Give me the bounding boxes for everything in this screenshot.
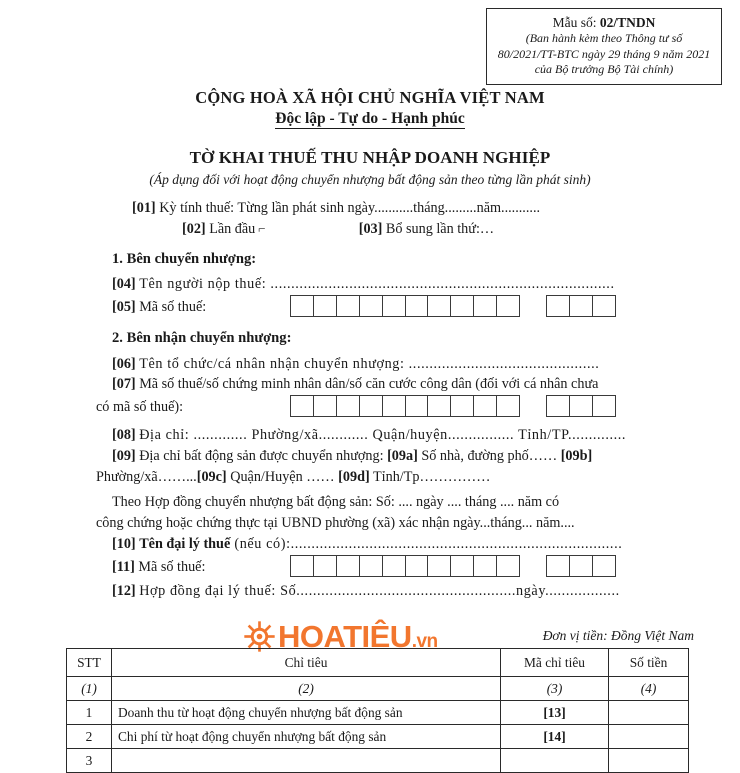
table-header-row [67,649,689,677]
page-title [0,148,740,188]
tax-code-cell[interactable] [496,395,520,417]
form-issue-line-1: (Ban hành kèm theo Thông tư số [525,31,683,46]
field-09b-code: [09b] [560,448,593,465]
table-row [67,725,689,749]
document-title-sub: (Áp dụng đối với hoạt động chuyển nhượng bất động sản theo từng lần phát sinh) [149,172,591,187]
row-code [501,749,609,773]
field-02-checkbox[interactable]: ⌐ [258,220,266,236]
form-number-label: Mẫu số: [552,15,597,30]
tax-code-cell[interactable] [546,395,570,417]
field-05-row [96,295,696,319]
form-number-line [493,14,715,31]
indicators-table [66,648,689,773]
tax-code-cell[interactable] [382,395,406,417]
field-09-label: Địa chỉ bất động sản được chuyển nhượng: [139,448,384,465]
field-10-label-rest: (nếu có):................................................................................ [230,535,623,552]
form-number-box [486,8,722,85]
tax-code-cell[interactable] [382,295,406,317]
field-09a-code: [09a] [387,448,418,465]
field-01-row [96,198,696,219]
tax-code-cell[interactable] [336,555,360,577]
field-09a-label: Số nhà, đường phố…… [421,448,558,465]
tax-code-cell[interactable] [473,395,497,417]
tax-code-cell[interactable] [290,295,314,317]
row-indicator: Doanh thu từ hoạt động chuyển nhượng bất động sản [112,701,501,725]
national-motto-text: Độc lập - Tự do - Hạnh phúc [275,110,465,127]
field-11-tax-code-group-1[interactable] [290,555,519,577]
tax-code-cell[interactable] [473,295,497,317]
row-indicator [112,749,501,773]
table-column-number-row [67,677,689,701]
field-09c-label: Quận/Huyện …… [230,469,335,485]
tax-code-cell[interactable] [359,555,383,577]
row-amount[interactable] [609,701,689,725]
field-09-code: [09] [112,448,136,465]
field-05-tax-code-group-1[interactable] [290,295,519,317]
field-07-code: [07] [112,376,136,393]
tax-code-cell[interactable] [569,395,593,417]
field-06-code: [06] [112,355,136,372]
field-07-tax-code-group-1[interactable] [290,395,519,417]
column-number-4: (4) [609,677,689,701]
field-05-tax-code-group-2[interactable] [546,295,615,317]
table-row [67,701,689,725]
form-issue-line-3: của Bộ trưởng Bộ Tài chính) [534,61,674,76]
contract-paragraph-line-2: công chứng hoặc chứng thực tại UBND phường (xã) xác nhận ngày...tháng... năm.... [96,514,575,531]
table-header-amount: Số tiền [609,649,689,677]
tax-code-cell[interactable] [569,295,593,317]
tax-code-cell[interactable] [450,295,474,317]
field-04-row [96,274,696,295]
field-09-row-continued [96,467,696,488]
national-heading [0,88,740,128]
field-12-label: Hợp đồng đại lý thuế: Số.....................................................ngày.................. [139,582,620,599]
tax-code-cell[interactable] [427,555,451,577]
field-07-row-continued [96,395,696,421]
row-code: [14] [501,725,609,749]
field-05-label-wrap [112,297,206,318]
field-11-label: Mã số thuế: [138,558,206,575]
contract-paragraph-line-1: Theo Hợp đồng chuyển nhượng bất động sản: Số: .... ngày .... tháng .... năm có [112,493,560,510]
field-07-label: Mã số thuế/số chứng minh nhân dân/số căn cước công dân (đối với cá nhân chưa [139,376,599,393]
column-number-2: (2) [112,677,501,701]
tax-code-cell[interactable] [592,555,616,577]
tax-code-cell[interactable] [359,395,383,417]
field-05-label: Mã số thuế: [139,299,207,316]
field-12-row [96,581,696,602]
field-08-row [96,425,696,446]
field-08-label: Địa chỉ: ............. Phường/xã............ Quận/huyện................ Tỉnh/TP.............. [139,427,627,444]
tax-code-cell[interactable] [359,295,383,317]
form-issue-line-2: 80/2021/TT-BTC ngày 29 tháng 9 năm 2021 [497,46,711,61]
field-06-row [96,354,696,375]
field-09d-code: [09d] [338,469,370,485]
row-code: [13] [501,701,609,725]
row-amount[interactable] [609,725,689,749]
field-04-code: [04] [112,276,136,293]
field-11-label-wrap [112,557,205,578]
field-02-code: [02] [182,220,206,237]
tax-code-cell[interactable] [405,295,429,317]
section-2-title: 2. Bên nhận chuyển nhượng: [112,330,292,347]
tax-code-cell[interactable] [336,395,360,417]
field-03-label: Bổ sung lần thứ:… [385,220,495,237]
tax-code-cell[interactable] [450,555,474,577]
tax-code-cell[interactable] [427,395,451,417]
tax-code-cell[interactable] [496,295,520,317]
indicators-table-wrap [66,648,688,773]
field-02-label: Lần đầu [209,220,256,237]
tax-code-cell[interactable] [336,295,360,317]
tax-code-cell[interactable] [450,395,474,417]
tax-code-cell[interactable] [405,555,429,577]
field-12-code: [12] [112,582,136,599]
watermark-tld: .vn [411,630,438,652]
tax-code-cell[interactable] [473,555,497,577]
tax-code-cell[interactable] [313,295,337,317]
field-09c-code: [09c] [196,469,227,485]
row-stt: 1 [67,701,112,725]
field-07-label-line2: có mã số thuế): [96,399,184,416]
field-03-code: [03] [358,220,383,237]
field-09c-prefix: Phường/xã……... [96,469,197,485]
tax-code-cell[interactable] [496,555,520,577]
field-01-code: [01] [132,200,156,216]
table-row [67,749,689,773]
row-amount[interactable] [609,749,689,773]
field-11-code: [11] [112,558,135,575]
field-10-code: [10] [112,535,136,552]
field-07-tax-code-group-2[interactable] [546,395,615,417]
tax-code-cell[interactable] [290,395,314,417]
field-02-03-row [96,219,696,240]
field-08-code: [08] [112,427,136,444]
field-05-code: [05] [112,299,136,316]
section-1-title: 1. Bên chuyển nhượng: [112,250,257,267]
field-09d-label: Tỉnh/Tp…………… [373,469,491,485]
currency-unit-label: Đơn vị tiền: Đồng Việt Nam [542,628,694,643]
field-09-row [96,446,696,467]
tax-code-cell[interactable] [546,555,570,577]
table-header-code: Mã chỉ tiêu [501,649,609,677]
tax-code-cell[interactable] [313,555,337,577]
table-header-indicator: Chỉ tiêu [112,649,501,677]
column-number-1: (1) [67,677,112,701]
tax-code-cell[interactable] [546,295,570,317]
country-name: CỘNG HOÀ XÃ HỘI CHỦ NGHĨA VIỆT NAM [195,88,545,107]
tax-code-cell[interactable] [569,555,593,577]
row-stt: 2 [67,725,112,749]
field-11-row [96,555,696,579]
tax-code-cell[interactable] [427,295,451,317]
tax-code-cell[interactable] [405,395,429,417]
field-11-tax-code-group-2[interactable] [546,555,615,577]
field-07-row [96,374,696,395]
field-06-label: Tên tổ chức/cá nhân nhận chuyển nhượng: .............................................. [139,355,600,372]
form-number-value: 02/TNDN [599,15,656,30]
row-indicator: Chi phí từ hoạt động chuyển nhượng bất động sản [112,725,501,749]
column-number-3: (3) [501,677,609,701]
document-title-main: TỜ KHAI THUẾ THU NHẬP DOANH NGHIỆP [189,148,551,167]
national-motto [0,110,740,128]
field-01-label: Kỳ tính thuế: Từng lần phát sinh ngày...........tháng.........năm........... [159,200,541,216]
row-stt: 3 [67,749,112,773]
tax-code-cell[interactable] [382,555,406,577]
tax-code-cell[interactable] [313,395,337,417]
tax-code-cell[interactable] [592,295,616,317]
field-10-row [96,534,696,555]
form-body [96,198,696,601]
watermark-brand: HOATIÊU [278,618,412,654]
tax-code-cell[interactable] [592,395,616,417]
field-10-label-bold: Tên đại lý thuế [139,535,231,552]
field-04-label: Tên người nộp thuế: ................................................................................... [139,276,615,293]
tax-code-cell[interactable] [290,555,314,577]
table-header-stt: STT [67,649,112,677]
